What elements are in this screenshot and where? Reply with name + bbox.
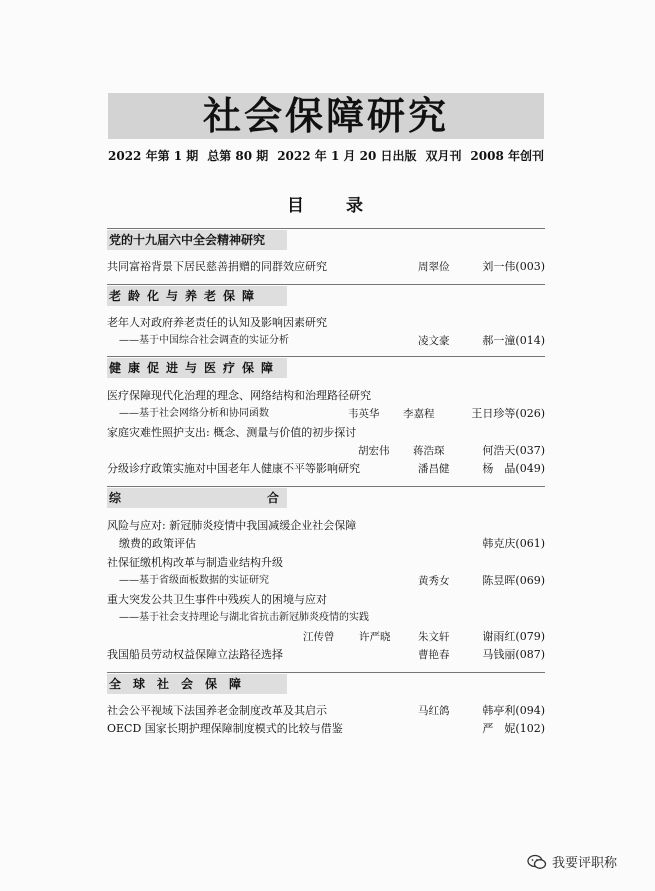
founded: 2008 年创刊 bbox=[470, 149, 544, 163]
section-heading[interactable]: 党的十九届六中全会精神研究 bbox=[107, 230, 287, 250]
total-issue: 总第 80 期 bbox=[207, 149, 269, 163]
wechat-icon bbox=[527, 854, 547, 870]
section-heading[interactable]: 全球社会保障 bbox=[107, 674, 287, 694]
section-heading[interactable]: 综 合 bbox=[107, 488, 287, 508]
publish-date: 2022 年 1 月 20 日出版 bbox=[277, 149, 417, 163]
frequency: 双月刊 bbox=[425, 149, 462, 163]
toc-heading: 目 录 bbox=[287, 196, 365, 216]
divider bbox=[107, 228, 545, 229]
journal-page: 社会保障研究 2022 年第 1 期 总第 80 期 2022 年 1 月 20 日出版 双月刊 2008 年创刊 目 录 党的十九届六中全会精神研究 共同富裕背景下居民慈善捐赠的同群效应研究 周翠俭 刘一伟(003) 老龄化与养老保障 老年人对政府养老责任的认知及影响因素研究 ——基于中国综合社会调查的实证分析 凌文豪 郝一潼(014) 健康促进与医疗保障 医疗保障现代化治理的理念、网络结构和治理路径研究 ——基于社会网络分析和协同函数 韦英华 李嘉程 王日珍等(026) 家庭灾难性照护支出: 概念、测量与价值的初步探讨 胡宏伟 蒋浩琛 何浩天(037) 分级诊疗政策实施对中国老年人健康不平等影响研究 潘昌健 杨 晶(049) 综 合 风险与应对: 新冠肺炎疫情中我国减缓企业社会保障 缴费的政策评估 韩克庆(061) 社保征缴机构改革与制造业结构升级 ——基于省级面板数据的实证研究 黄秀女 陈昱晖(069) 重大突发公共卫生事件中残疾人的困境与应对 ——基于社会支持理论与湖北省抗击新冠肺炎疫情的实践 江传曾 许严晓 朱文轩 谢雨红(079) 我国船员劳动权益保障立法路径选择 曹艳春 马钱丽(087) 全球社会保障 社会公平视域下法国养老金制度改革及其启示 马红鸽 韩亭利(094) OECD 国家长期护理保障制度模式的比较与借鉴 严 妮(102) 我要评职称 bbox=[0, 0, 655, 891]
watermark bbox=[527, 852, 617, 871]
section-heading[interactable]: 老龄化与养老保障 bbox=[107, 286, 287, 306]
divider bbox=[107, 284, 545, 285]
divider bbox=[107, 356, 545, 357]
watermark-text: 我要评职称 bbox=[552, 856, 618, 871]
journal-title: 社会保障研究 bbox=[202, 94, 449, 138]
issue-line bbox=[108, 147, 544, 164]
section-heading[interactable]: 健康促进与医疗保障 bbox=[107, 358, 287, 378]
divider bbox=[107, 672, 545, 673]
divider bbox=[107, 486, 545, 487]
issue-number: 2022 年第 1 期 bbox=[108, 149, 199, 163]
